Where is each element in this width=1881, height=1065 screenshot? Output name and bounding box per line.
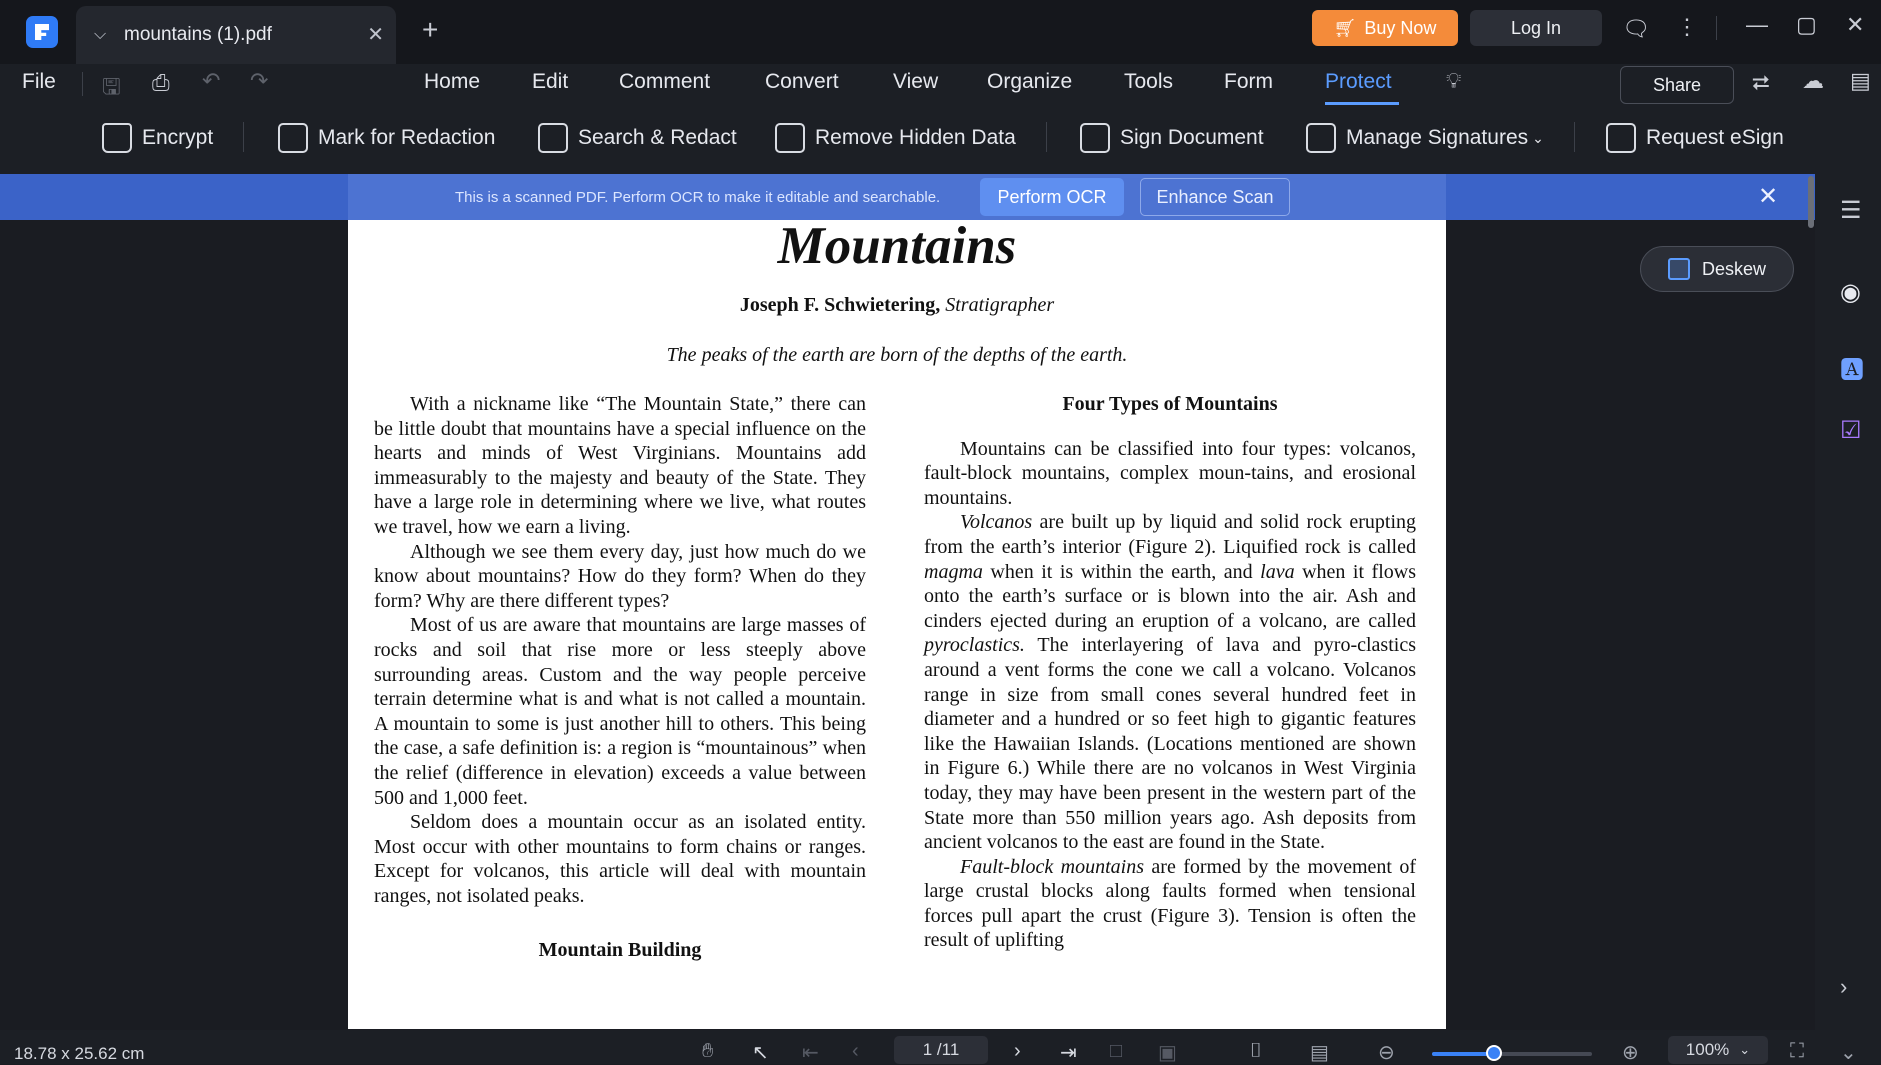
titlebar-divider: [1716, 16, 1717, 40]
panel-toggle-icon[interactable]: ▤: [1850, 68, 1871, 93]
menu-bar: [0, 64, 1881, 114]
text-run: when it is within the earth, and: [982, 560, 1261, 583]
zoom-level-select[interactable]: [1668, 1036, 1768, 1064]
perform-ocr-button[interactable]: Perform OCR: [980, 178, 1124, 216]
document-tab[interactable]: [76, 6, 396, 64]
toolbar-divider: [1046, 122, 1047, 152]
first-page-icon[interactable]: ⇤: [802, 1042, 819, 1064]
paragraph: [924, 510, 1416, 854]
paragraph: With a nickname like “The Mountain State,” there can be little doubt that mountains have a special influence on the hearts and minds of West Virginians. Mountains add immeasurably to the majesty and beauty of the State. They have a large role in determining where we live, what routes we travel, how we earn a living.: [374, 393, 866, 538]
paragraph: Mountains can be classified into four types: volcanos, fault-block mountains, complex moun-tains, and erosional mountains.: [924, 437, 1416, 509]
tab-close-icon[interactable]: ✕: [367, 24, 384, 46]
text-run: The interlayering of lava and pyro-clastics around a vent forms the cone we call a volcano. Volcanos range in size from small cones several hundred feet in diameter and a hundred or so feet high to gigantic features like the Hawaiian Islands. (Locations mentioned are shown in Figure 6.) While there are no volcanos in West Virginia today, they may have been present in the western part of the State more than 550 million years ago. Ash deposits from ancient volcanos to the east are found in the State.: [924, 634, 1416, 854]
expand-panel-chevron-icon[interactable]: ›: [1840, 974, 1848, 999]
enhance-scan-button[interactable]: Enhance Scan: [1140, 178, 1290, 216]
chevron-down-icon: ⌄: [1532, 129, 1544, 146]
tab-title: mountains (1).pdf: [124, 24, 272, 45]
manage-signatures-label: Manage Signatures: [1346, 126, 1529, 149]
manage-signatures-button[interactable]: [1306, 120, 1544, 156]
next-page-icon[interactable]: ›: [1014, 1040, 1021, 1062]
file-menu[interactable]: File: [22, 70, 56, 93]
left-column: [374, 392, 866, 983]
emphasis: pyroclastics.: [924, 634, 1025, 657]
mark-for-redaction-button[interactable]: [278, 120, 495, 156]
paragraph: Seldom does a mountain occur as an isolated entity. Most occur with other mountains to form chains or ranges. Except for volcanos, this article will deal with mountain ranges, not isolated peaks.: [374, 811, 866, 907]
menu-convert[interactable]: Convert: [765, 70, 839, 93]
author-name: Joseph F. Schwietering,: [739, 294, 941, 316]
search-redact-icon: [538, 123, 568, 153]
section-heading: Four Types of Mountains: [1062, 393, 1278, 415]
tab-menu-chevron-icon[interactable]: ⌵: [94, 26, 107, 43]
buy-now-label: Buy Now: [1364, 17, 1437, 38]
last-page-icon[interactable]: ⇥: [1060, 1042, 1077, 1064]
text-run: are built up by liquid and solid rock erupting from the earth’s interior (Figure 2). Liquified rock is called: [924, 511, 1416, 558]
menu-tools[interactable]: Tools: [1124, 70, 1174, 93]
adjust-settings-icon[interactable]: ☰: [1840, 197, 1862, 224]
toolbar-divider: [1574, 122, 1575, 152]
author-role: Stratigrapher: [945, 294, 1055, 316]
text-run: when it flows onto the earth’s surface or is blown into the air. Ash and cinders ejected during an eruption of a volcano, are called: [924, 560, 1416, 632]
request-esign-icon: [1606, 123, 1636, 153]
zoom-out-icon[interactable]: ⊖: [1378, 1042, 1395, 1064]
emphasis: lava: [1260, 560, 1295, 583]
fit-page-icon[interactable]: ⛶: [1790, 1040, 1804, 1062]
minimize-icon[interactable]: —: [1746, 12, 1768, 37]
search-redact-label: Search & Redact: [578, 126, 737, 149]
encrypt-button[interactable]: [102, 120, 213, 156]
lightbulb-icon[interactable]: 💡︎: [1446, 68, 1462, 93]
actual-size-icon[interactable]: ⌷: [1250, 1040, 1262, 1062]
hand-tool-icon[interactable]: ✋︎: [702, 1040, 714, 1062]
workflow-icon[interactable]: ⮂: [1752, 70, 1770, 95]
emphasis: Fault-block mountains: [960, 855, 1145, 878]
log-in-button[interactable]: Log In: [1470, 10, 1602, 46]
single-page-icon[interactable]: □: [1110, 1040, 1123, 1062]
cloud-upload-icon[interactable]: ☁︎: [1802, 68, 1824, 93]
print-icon[interactable]: ⎙: [152, 70, 170, 95]
remove-data-icon: [775, 123, 805, 153]
translate-icon[interactable]: 🅰︎: [1840, 357, 1864, 384]
select-tool-icon[interactable]: ↖: [752, 1042, 769, 1064]
vertical-scrollbar-thumb[interactable]: [1808, 176, 1814, 228]
menu-organize[interactable]: Organize: [987, 70, 1073, 93]
menu-form[interactable]: Form: [1224, 70, 1273, 93]
emphasis: Volcanos: [960, 511, 1033, 534]
task-check-icon[interactable]: ☑: [1840, 417, 1862, 444]
remove-hidden-data-button[interactable]: [775, 120, 1016, 156]
page-dimensions: 18.78 x 25.62 cm: [14, 1044, 145, 1063]
zoom-level-value: 100%: [1685, 1040, 1730, 1059]
zoom-in-icon[interactable]: ⊕: [1622, 1042, 1639, 1064]
lock-icon: [102, 123, 132, 153]
section-heading: Mountain Building: [538, 939, 702, 962]
menu-home[interactable]: Home: [424, 70, 481, 93]
toolbar-divider: [243, 122, 244, 152]
text-run: are formed by the movement of large crustal blocks along faults formed when tensional forces pull apart the crust (Figure 3). Tension is often the result of uplifting: [924, 855, 1417, 952]
request-esign-button[interactable]: [1606, 120, 1784, 156]
active-menu-underline: [1325, 102, 1399, 105]
paragraph: Most of us are aware that mountains are large masses of rocks and soil that rise more or less steeply above surrounding areas. Custom and the way people perceive terrain determine what is and what is not called a mountain. A mountain to some is just another hill to others. This being the case, a safe definition is: a region is “mountainous” when the relief (difference in elevation) exceeds a value between 500 and 1,000 feet.: [374, 614, 866, 809]
request-esign-label: Request eSign: [1646, 126, 1784, 149]
menu-comment[interactable]: Comment: [619, 70, 711, 93]
sign-document-label: Sign Document: [1120, 126, 1264, 149]
document-author: [348, 294, 1446, 317]
encrypt-label: Encrypt: [142, 126, 214, 149]
document-title: Mountains: [777, 220, 1017, 275]
emphasis: magma: [924, 560, 983, 583]
search-and-redact-button[interactable]: [538, 120, 737, 156]
collapse-icon[interactable]: ⌄: [1840, 1042, 1857, 1064]
save-icon[interactable]: 🖫︎: [102, 74, 121, 99]
chevron-down-icon: ⌄: [1739, 1042, 1751, 1057]
ocr-banner-message: This is a scanned PDF. Perform OCR to make it editable and searchable.: [455, 189, 941, 206]
zoom-slider-fill: [1432, 1052, 1494, 1056]
deskew-button[interactable]: [1640, 246, 1794, 292]
remove-hidden-label: Remove Hidden Data: [815, 126, 1016, 149]
paragraph: [924, 855, 1416, 953]
two-page-icon[interactable]: ▣: [1158, 1042, 1177, 1064]
menu-edit[interactable]: Edit: [532, 70, 569, 93]
document-page[interactable]: [348, 220, 1446, 1029]
paragraph: Although we see them every day, just how much do we know about mountains? How do they form? When do they form? Why are there different types?: [374, 540, 866, 612]
share-button[interactable]: Share: [1620, 66, 1734, 104]
ai-assistant-icon[interactable]: ◉: [1840, 279, 1861, 306]
new-tab-icon[interactable]: +: [422, 14, 439, 45]
undo-icon[interactable]: ↶: [202, 68, 221, 93]
sign-document-button[interactable]: [1080, 120, 1264, 156]
more-options-icon[interactable]: ⋮: [1676, 14, 1698, 39]
maximize-icon[interactable]: ▢: [1796, 12, 1817, 37]
page-layout-icon[interactable]: ▤: [1310, 1042, 1329, 1064]
cart-icon: 🛒︎: [1333, 17, 1357, 38]
buy-now-button[interactable]: [1312, 10, 1458, 46]
redaction-marker-icon: [278, 123, 308, 153]
previous-page-icon[interactable]: ‹: [852, 1040, 859, 1062]
redo-icon[interactable]: ↷: [250, 68, 269, 93]
right-column: [924, 392, 1416, 953]
manage-signatures-icon: [1306, 123, 1336, 153]
document-epigraph: The peaks of the earth are born of the depths of the earth.: [666, 344, 1128, 366]
deskew-label: Deskew: [1701, 258, 1767, 279]
mark-redaction-label: Mark for Redaction: [318, 126, 496, 149]
app-logo-icon[interactable]: [26, 16, 58, 48]
feedback-icon[interactable]: 🗨︎: [1622, 16, 1650, 41]
menu-view[interactable]: View: [893, 70, 939, 93]
menu-protect[interactable]: Protect: [1325, 70, 1392, 93]
close-window-icon[interactable]: ✕: [1846, 12, 1865, 37]
page-number-input[interactable]: 1 /11: [894, 1036, 988, 1064]
close-banner-icon[interactable]: ✕: [1758, 183, 1779, 210]
sign-document-icon: [1080, 123, 1110, 153]
menu-divider: [82, 72, 83, 96]
deskew-icon: [1668, 258, 1690, 280]
